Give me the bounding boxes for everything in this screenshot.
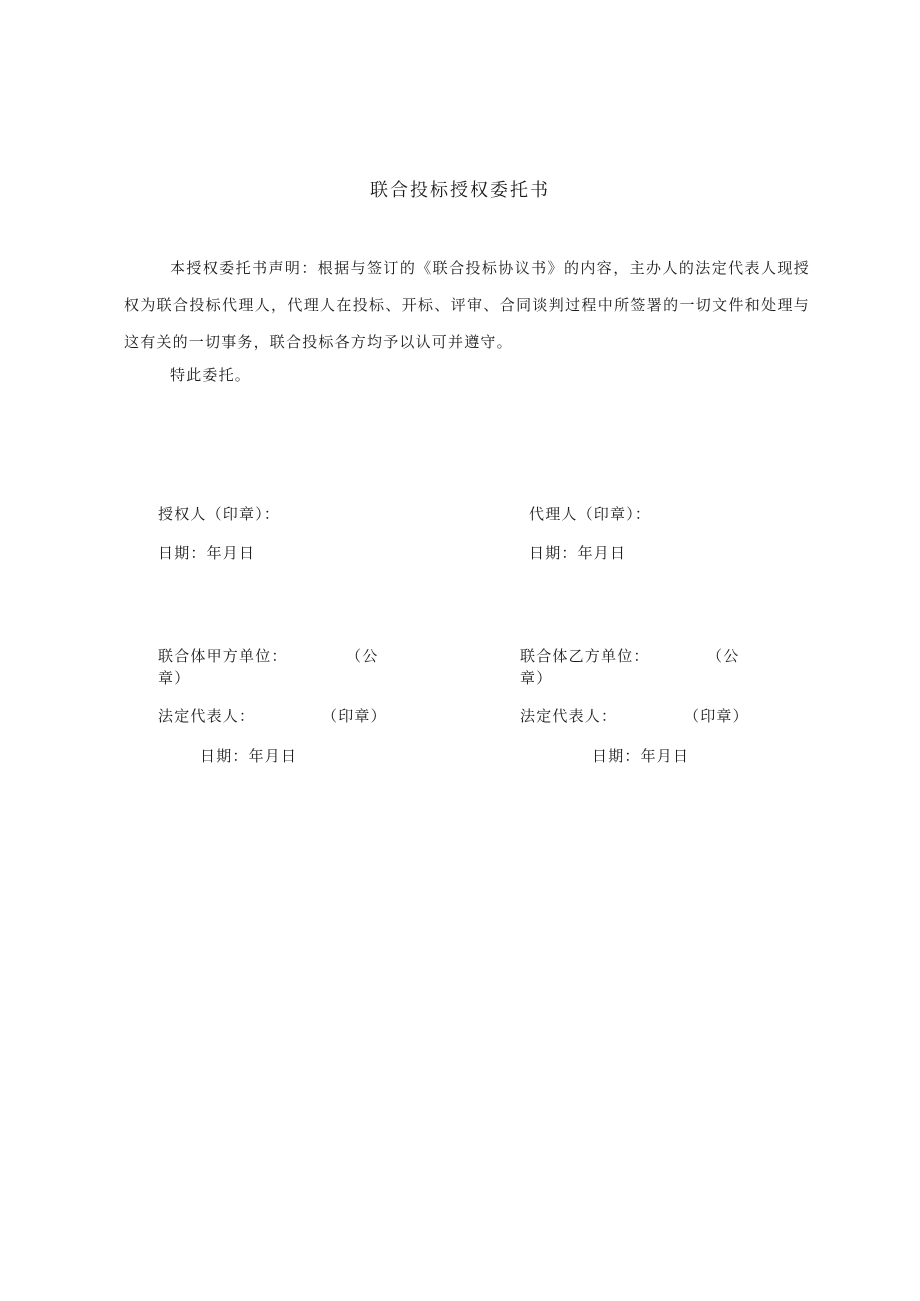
agent-seal-label: 代理人（印章）： bbox=[529, 505, 652, 523]
party-b-date: 日期：年月日 bbox=[592, 747, 690, 765]
party-a-date: 日期：年月日 bbox=[200, 747, 298, 765]
closing-line: 特此委托。 bbox=[170, 366, 252, 384]
party-b-seal-close: 章） bbox=[520, 669, 553, 687]
party-b-rep-label: 法定代表人： bbox=[520, 707, 618, 725]
party-b-rep-seal: （印章） bbox=[684, 707, 749, 725]
party-b-seal-open: （公 bbox=[707, 647, 740, 665]
party-a-seal-close: 章） bbox=[158, 669, 191, 687]
document-title: 联合投标授权委托书 bbox=[370, 180, 550, 201]
agent-date: 日期：年月日 bbox=[529, 544, 627, 562]
declaration-paragraph: 本授权委托书声明：根据与签订的《联合投标协议书》的内容，主办人的法定代表人现授权为联合投标代理人，代理人在投标、开标、评审、合同谈判过程中所签署的一切文件和处理与这有关的一切事务，联合投标各方均予以认可并遵守。 bbox=[124, 259, 810, 351]
party-a-unit-label: 联合体甲方单位： bbox=[158, 647, 288, 665]
party-a-rep-seal: （印章） bbox=[322, 707, 387, 725]
grantor-seal-label: 授权人（印章）： bbox=[158, 505, 281, 523]
grantor-date: 日期：年月日 bbox=[158, 544, 256, 562]
party-b-unit-label: 联合体乙方单位： bbox=[520, 647, 650, 665]
party-a-seal-open: （公 bbox=[346, 647, 379, 665]
party-a-rep-label: 法定代表人： bbox=[158, 707, 256, 725]
